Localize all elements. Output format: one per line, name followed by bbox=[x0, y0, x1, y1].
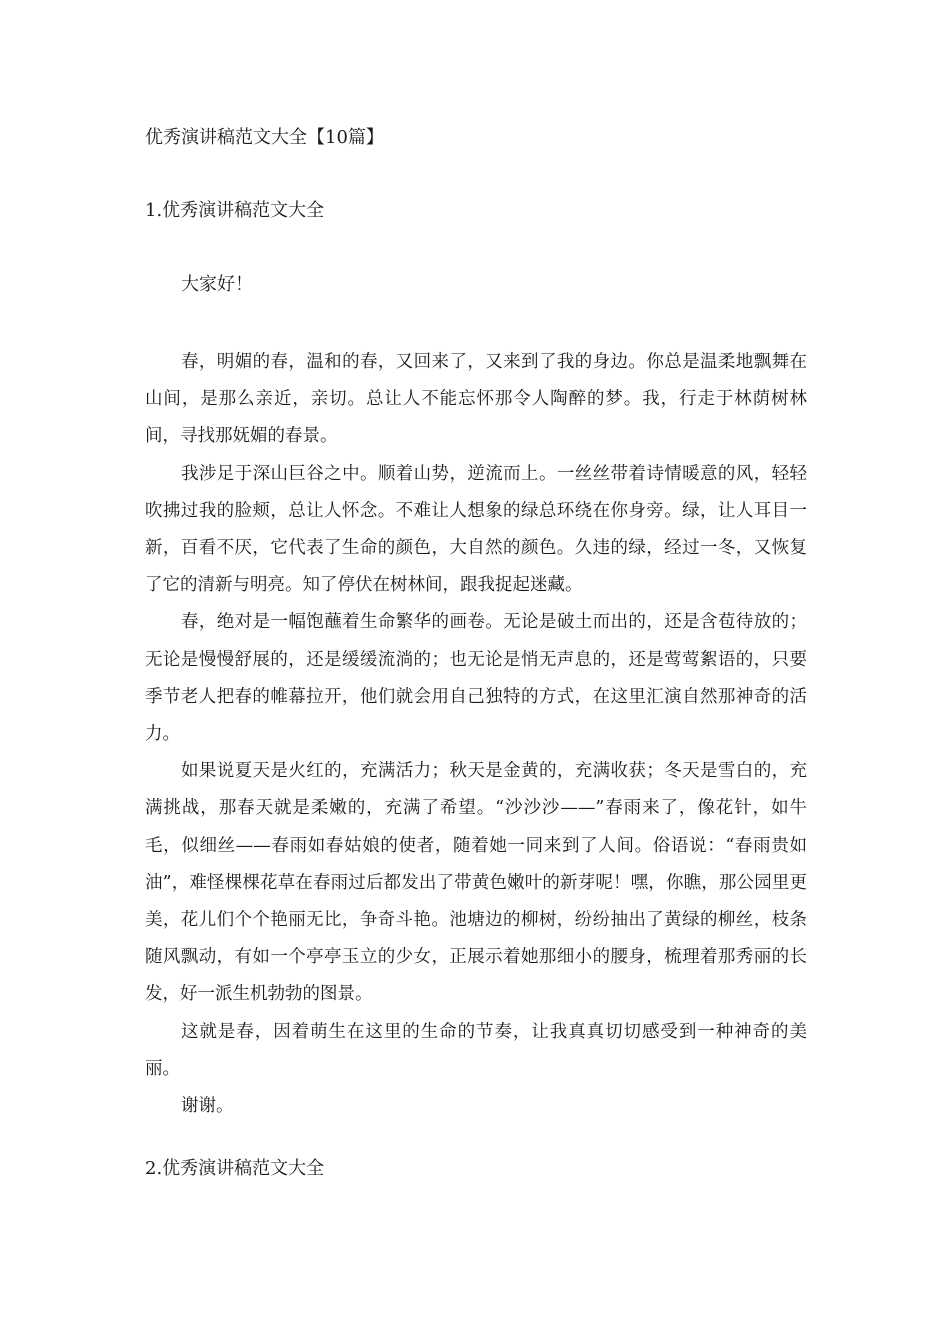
speech-body bbox=[145, 344, 807, 1125]
paragraph: 如果说夏天是火红的，充满活力；秋天是金黄的，充满收获；冬天是雪白的，充满挑战，那春天就是柔嫩的，充满了希望。“沙沙沙——”春雨来了，像花针，如牛毛，似细丝——春雨如春姑娘的使者，随着她一同来到了人间。俗语说：“春雨贵如油”，难怪棵棵花草在春雨过后都发出了带黄色嫩叶的新芽呢！嘿，你瞧，那公园里更美，花儿们个个艳丽无比，争奇斗艳。池塘边的柳树，纷纷抽出了黄绿的柳丝，枝条随风飘动，有如一个亭亭玉立的少女，正展示着她那细小的腰身，梳理着那秀丽的长发，好一派生机勃勃的图景。 bbox=[145, 761, 807, 1005]
greeting-line: 大家好！ bbox=[181, 274, 253, 295]
paragraph: 春，明媚的春，温和的春，又回来了，又来到了我的身边。你总是温柔地飘舞在山间，是那么亲近，亲切。总让人不能忘怀那令人陶醉的梦。我，行走于林荫树林间，寻找那妩媚的春景。 bbox=[145, 352, 807, 447]
document-title: 优秀演讲稿范文大全【10篇】 bbox=[145, 127, 384, 148]
closing-paragraph: 谢谢。 bbox=[181, 1096, 234, 1117]
section-heading-1: 1.优秀演讲稿范文大全 bbox=[145, 200, 325, 221]
paragraph: 春，绝对是一幅饱蘸着生命繁华的画卷。无论是破土而出的，还是含苞待放的；无论是慢慢舒展的，还是缓缓流淌的；也无论是悄无声息的，还是莺莺絮语的，只要季节老人把春的帷幕拉开，他们就会用自己独特的方式，在这里汇演自然那神奇的活力。 bbox=[145, 612, 807, 745]
paragraph: 我涉足于深山巨谷之中。顺着山势，逆流而上。一丝丝带着诗情暖意的风，轻轻吹拂过我的脸颊，总让人怀念。不难让人想象的绿总环绕在你身旁。绿，让人耳目一新，百看不厌，它代表了生命的颜色，大自然的颜色。久违的绿，经过一冬，又恢复了它的清新与明亮。知了停伏在树林间，跟我捉起迷藏。 bbox=[145, 463, 807, 596]
paragraph: 这就是春，因着萌生在这里的生命的节奏，让我真真切切感受到一种神奇的美丽。 bbox=[145, 1021, 807, 1079]
section-heading-2: 2.优秀演讲稿范文大全 bbox=[145, 1158, 325, 1179]
